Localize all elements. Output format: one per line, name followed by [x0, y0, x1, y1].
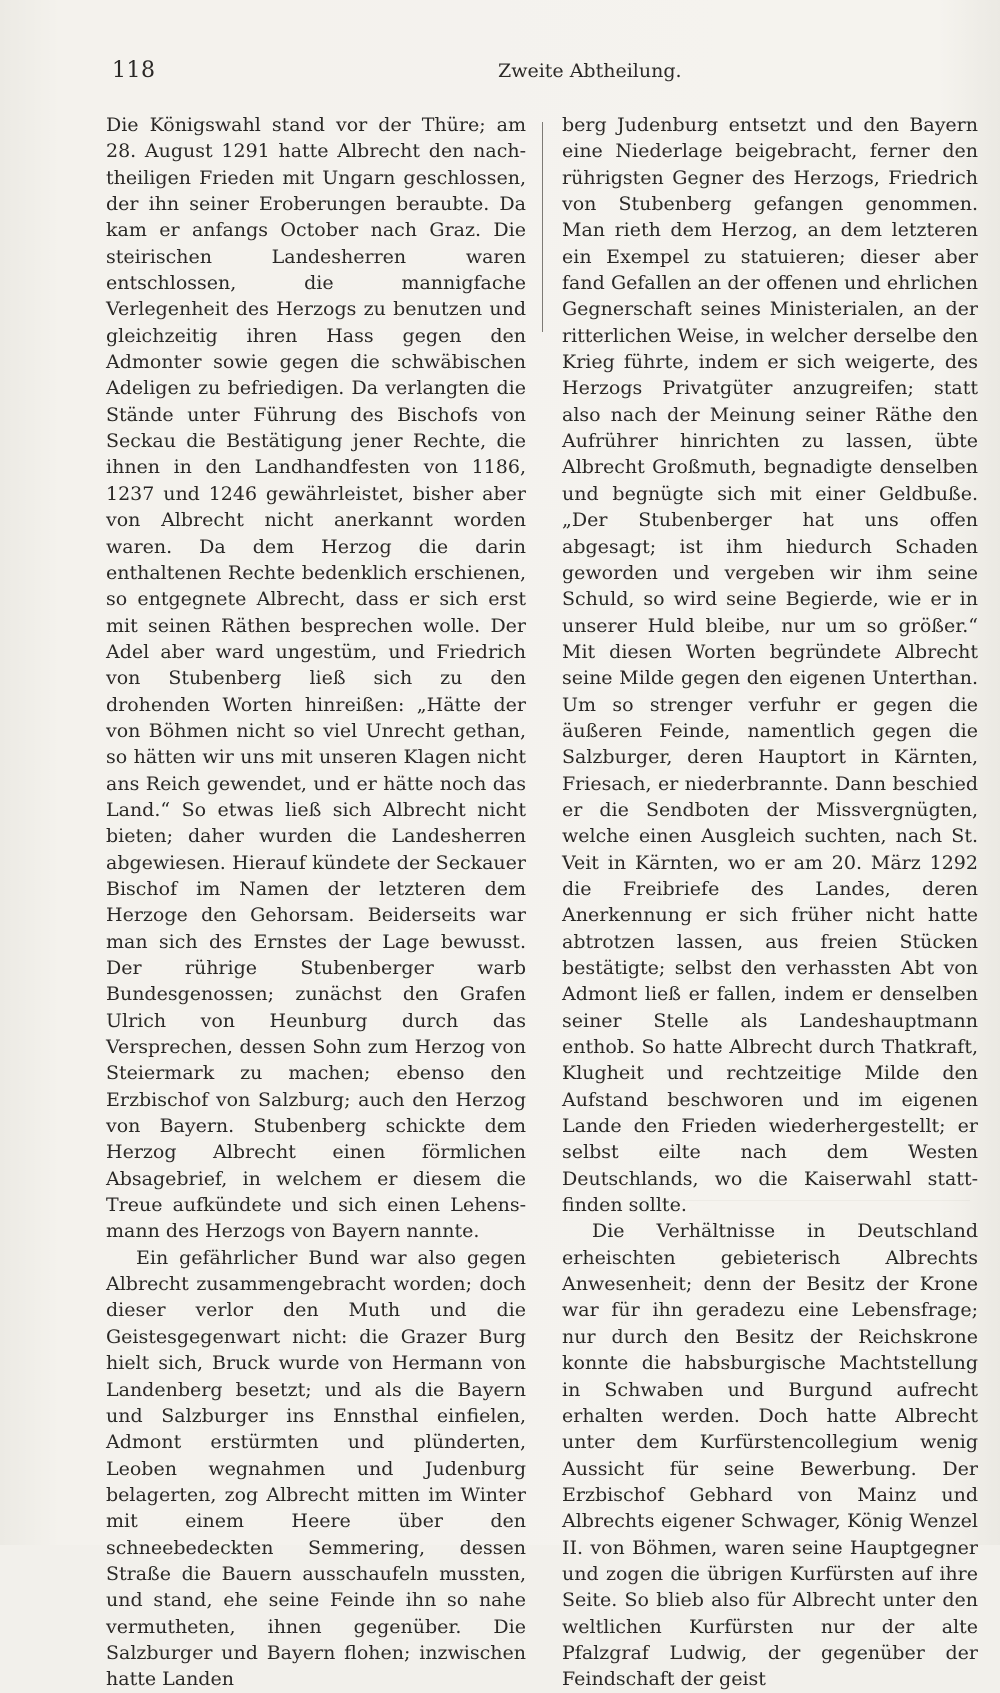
page-number: 118 — [112, 58, 156, 83]
left-paragraph-2: Ein gefährlicher Bund war also gegen Albrecht zusammengebracht worden; doch dieser verlor den Muth und die Geistesgegenwart nicht: die Grazer Burg hielt sich, Bruck wurde von Hermann von Landenberg besetzt; und als die Bayern und Salzburger ins Ennsthal einfielen, Admont erstürmten und plünderten, Leoben wegnahmen und Judenburg belagerten, zog Albrecht mitten im Winter mit einem Heere über den schneebedeckten Semmering, dessen Straße die Bauern ausschaufeln mussten, und stand, ehe seine Feinde ihn so nahe vermutheten, ihnen gegenüber. Die Salzburger und Bayern flohen; inzwischen hatte Landen — [106, 1246, 526, 1691]
column-divider — [542, 122, 543, 332]
right-column — [562, 112, 978, 1693]
left-paragraph-1: Die Königswahl stand vor der Thüre; am 28. August 1291 hatte Albrecht den nachtheiligen Frieden mit Ungarn geschlossen, der ihn seiner Eroberungen beraubte. Da kam er anfangs October nach Graz. Die steirischen Landesherren waren entschlossen, die mannigfache Verlegenheit des Herzogs zu benutzen und gleichzeitig ihren Hass gegen den Admonter sowie gegen die schwäbischen Adeligen zu befriedigen. Da verlangten die Stände unter Führung des Bischofs von Seckau die Bestätigung jener Rechte, die ihnen in den Landhandfesten von 1186, 1237 und 1246 gewährleistet, bisher aber von Albrecht nicht anerkannt worden waren. Da dem Herzog die darin enthaltenen Rechte bedenklich erschienen, so entgegnete Albrecht, dass er sich erst mit seinen Räthen besprechen wolle. Der Adel aber ward ungestüm, und Friedrich von Stubenberg ließ sich zu den drohenden Worten hinreißen: „Hätte der von Böhmen nicht so viel Unrecht gethan, so hätten wir uns mit unseren Klagen nicht ans Reich gewendet, und er hätte noch das Land.“ So etwas ließ sich Albrecht nicht bieten; daher wurden die Landesherren abgewiesen. Hierauf kündete der Seckauer Bischof im Namen der letzteren dem Herzoge den Gehorsam. Beiderseits war man sich des Ernstes der Lage bewusst. Der rührige Stubenberger warb Bundesgenossen; zunächst den Grafen Ulrich von Heunburg durch das Versprechen, dessen Sohn zum Herzog von Steiermark zu machen; ebenso den Erzbischof von Salzburg; auch den Herzog von Bayern. Stubenberg schickte dem Herzog Albrecht einen förmlichen Absagebrief, in welchem er diesem die Treue aufkündete und sich einen Lehensmann des Herzogs von Bayern nannte. — [106, 114, 526, 1243]
page-header — [112, 58, 682, 92]
right-paragraph-1: berg Judenburg entsetzt und den Bayern eine Niederlage beigebracht, ferner den rührigsten Gegner des Herzogs, Friedrich von Stubenberg gefangen genommen. Man rieth dem Herzog, an dem letzteren ein Exempel zu statuieren; dieser aber fand Gefallen an der offenen und ehrlichen Gegnerschaft seines Ministerialen, an der ritterlichen Weise, in welcher derselbe den Krieg führte, indem er sich weigerte, des Herzogs Privatgüter anzugreifen; statt also nach der Meinung seiner Räthe den Aufrührer hinrichten zu lassen, übte Albrecht Großmuth, begnadigte denselben und begnügte sich mit einer Geldbuße. „Der Stubenberger hat uns offen abgesagt; ist ihm hiedurch Schaden geworden und vergeben wir ihm seine Schuld, so wird seine Begierde, wie er in unserer Huld bleibe, nur um so größer.“ Mit diesen Worten begründete Albrecht seine Milde gegen den eigenen Unterthan. Um so strenger verfuhr er gegen die äußeren Feinde, namentlich gegen die Salzburger, deren Hauptort in Kärnten, Friesach, er niederbrannte. Dann beschied er die Sendboten der Missvergnügten, welche einen Ausgleich suchten, nach St. Veit in Kärnten, wo er am 20. März 1292 die Freibriefe des Landes, deren Anerkennung er sich früher nicht hatte abtrotzen lassen, aus freien Stücken bestätigte; selbst den verhassten Abt von Admont ließ er fallen, indem er denselben seiner Stelle als Landeshauptmann enthob. So hatte Albrecht durch Thatkraft, Klugheit und rechtzeitige Milde den Aufstand beschworen und im eigenen Lande den Frieden wiederhergestellt; er selbst eilte nach dem Westen Deutschlands, wo die Kaiserwahl stattfinden sollte. — [562, 114, 978, 1217]
running-title: Zweite Abtheilung. — [498, 60, 682, 82]
paper-texture-line — [640, 1200, 970, 1201]
left-column — [106, 112, 526, 1693]
right-paragraph-2: Die Verhältnisse in Deutschland erheischten gebieterisch Albrechts Anwesenheit; denn der Besitz der Krone war für ihn geradezu eine Lebensfrage; nur durch den Besitz der Reichskrone konnte die habsburgische Machtstellung in Schwaben und Burgund aufrecht erhalten werden. Doch hatte Albrecht unter dem Kurfürstencollegium wenig Aussicht für seine Bewerbung. Der Erzbischof Gebhard von Mainz und Albrechts eigener Schwager, König Wenzel II. von Böhmen, waren seine Hauptgegner und zogen die übrigen Kurfürsten auf ihre Seite. So blieb also für Albrecht unter den weltlichen Kurfürsten nur der alte Pfalzgraf Ludwig, der gegenüber der Feindschaft der geist — [562, 1220, 978, 1691]
